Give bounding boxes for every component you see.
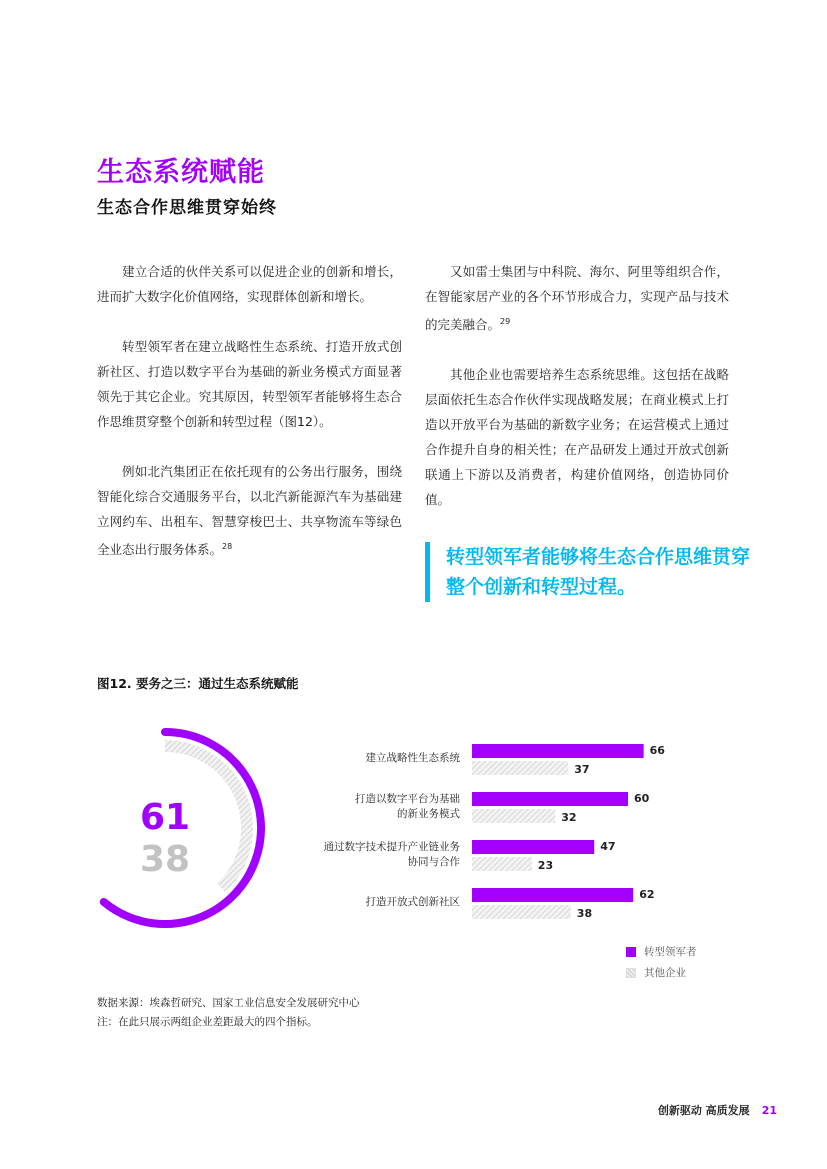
pull-quote: 转型领军者能够将生态合作思维贯穿整个创新和转型过程。 (425, 542, 756, 602)
bar-value-label: 60 (634, 792, 650, 805)
category-label: 的新业务模式 (397, 808, 460, 820)
paragraph: 转型领军者在建立战略性生态系统、打造开放式创新社区、打造以数字平台为基础的新业务模式方面显著领先于其它企业。究其原因，转型领军者能够将生态合作思维贯穿整个创新和转型过程（图12）。 (97, 339, 402, 429)
left-column (97, 259, 402, 562)
legend-item-others (626, 965, 697, 980)
bar-value-label: 62 (639, 888, 655, 901)
figure-title: 图12. 要务之三：通过生态系统赋能 (97, 676, 299, 691)
paragraph: 建立合适的伙伴关系可以促进企业的创新和增长，进而扩大数字化价值网络，实现群体创新和增长。 (97, 264, 402, 304)
category-label: 通过数字技术提升产业链业务 (323, 841, 460, 853)
section-subtitle: 生态合作思维贯穿始终 (97, 198, 277, 218)
bar-others (472, 761, 568, 775)
legend-item-leader (626, 944, 697, 959)
bar-value-label: 37 (574, 763, 590, 776)
bar-value-label: 23 (537, 859, 554, 872)
bar-others (472, 857, 532, 871)
footer-text: 创新驱动 高质发展 (657, 1104, 750, 1117)
gauge-value-leader: 61 (139, 797, 191, 838)
bar-value-label: 38 (576, 907, 593, 920)
bar-leader (472, 744, 644, 758)
footnote: 注：在此只展示两组企业差距最大的四个指标。 (97, 1016, 318, 1028)
paragraph: 其他企业也需要培养生态系统思维。这包括在战略层面依托生态合作伙伴实现战略发展；在商业模式上打造以开放平台为基础的新数字业务；在运营模式上通过合作提升自身的相关性；在产品研发上通过开放式创新联通上下游以及消费者，构建价值网络，创造协同价值。 (425, 367, 729, 508)
legend-label: 其他企业 (644, 967, 686, 979)
figure-notes (97, 994, 360, 1032)
bar-others (472, 809, 555, 823)
bar-value-label: 47 (600, 840, 616, 853)
bar-chart (290, 730, 720, 930)
section-title: 生态系统赋能 (97, 157, 265, 188)
paragraph-text: 例如北汽集团正在依托现有的公务出行服务，围绕智能化综合交通服务平台，以北汽新能源汽车为基础建立网约车、出租车、智慧穿梭巴士、共享物流车等绿色全业态出行服务体系。 (97, 464, 402, 558)
bar-leader (472, 840, 594, 854)
bar-leader (472, 888, 633, 902)
footnote-ref: 28 (222, 542, 233, 551)
source-note: 数据来源：埃森哲研究、国家工业信息安全发展研究中心 (97, 997, 360, 1009)
bar-value-label: 66 (649, 744, 665, 757)
category-label: 建立战略性生态系统 (365, 752, 460, 764)
legend-swatch (626, 968, 636, 978)
bar-leader (472, 792, 628, 806)
paragraph (97, 459, 402, 562)
category-label: 协同与合作 (407, 856, 460, 868)
bar-others (472, 905, 571, 919)
gauge-value-others: 38 (139, 839, 191, 880)
gauge-chart (90, 725, 290, 935)
page-footer (658, 1102, 777, 1118)
paragraph (425, 259, 729, 337)
category-label: 打造开放式创新社区 (365, 896, 460, 908)
page-number: 21 (761, 1104, 777, 1117)
legend-label: 转型领军者 (644, 946, 697, 958)
right-column (425, 259, 729, 512)
chart-legend (626, 944, 697, 980)
footnote-ref: 29 (500, 317, 511, 326)
bar-value-label: 32 (561, 811, 577, 824)
legend-swatch (626, 947, 636, 957)
category-label: 打造以数字平台为基础 (355, 793, 460, 805)
paragraph-text: 又如雷士集团与中科院、海尔、阿里等组织合作，在智能家居产业的各个环节形成合力，实现产品与技术的完美融合。 (425, 264, 729, 333)
